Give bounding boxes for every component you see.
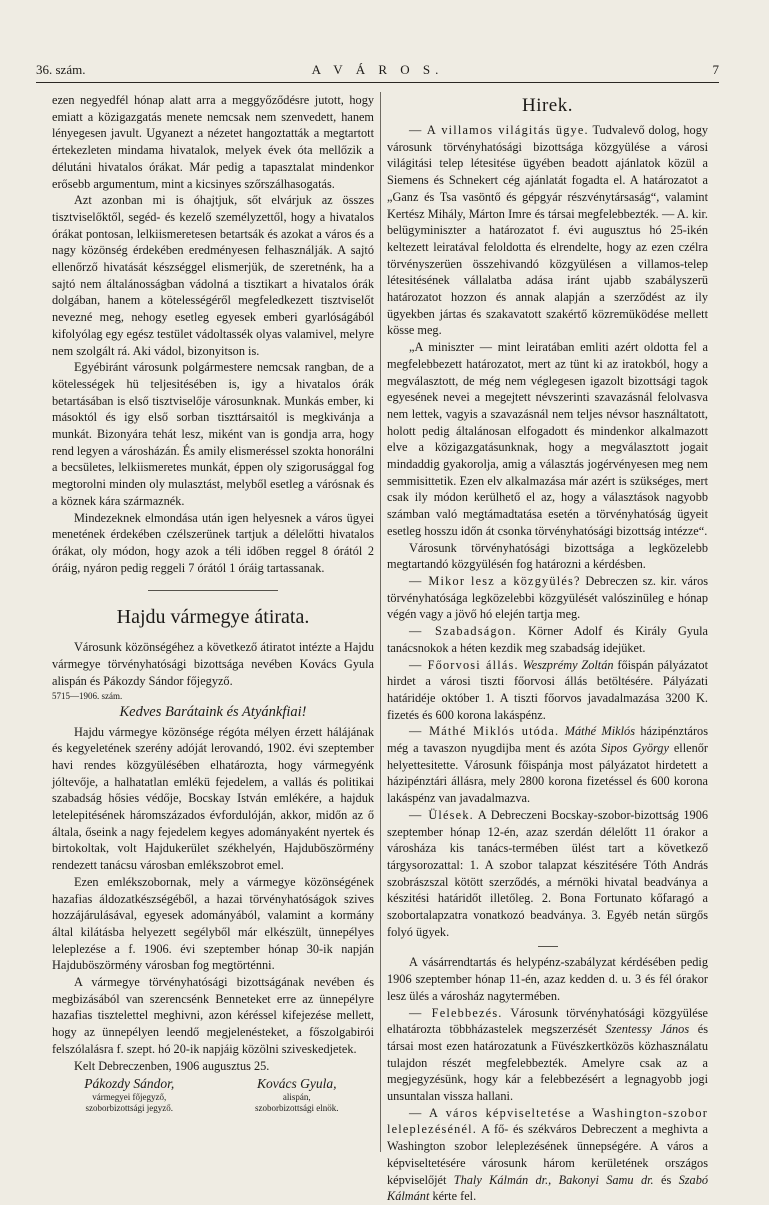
- page-number: 7: [712, 62, 719, 77]
- news-item: [387, 623, 708, 656]
- dateline: Kelt Debreczenben, 1906 augusztus 25.: [74, 1058, 270, 1073]
- news-headline: — A villamos világitás ügye.: [409, 123, 589, 137]
- article-intro: Városunk közönségéhez a következő átiratot intézte a Hajdu vármegye törvényhatósági bizottsága nevében Kovács Gyula alispán és Pákozdy Sándor főjegyző.: [52, 640, 374, 688]
- column-rule: [380, 92, 381, 1152]
- news-item: [387, 1005, 708, 1105]
- news-text: A Debreczeni Bocskay-szobor-bizottság 1906 szeptember hónap 12-én, azaz szerdán délelőtt 11 órakor a városháza kis tanács-termében ülést tart a következő tárgysorozattal: 1. A szobor talapzat készitésére Tóth András szobrászszal kötött szerződés, a mérnöki hivatal beadványa a készitési határidőt illetőleg. 2. Bona Fortunato kőfaragó a szobortalapzatra vonatkozó beadványa. 3. Egyéb netán sürgős folyó ügyek.: [387, 807, 708, 939]
- signatures: [52, 1076, 374, 1114]
- news-text: A vásárrendtartás és helypénz-szabályzat kérdésében pedig 1906 szeptember hónap 11-én, azaz kedden d. u. 3 és fél órakor lesz ülés a városház nagytermében.: [387, 955, 708, 1003]
- news-text: és: [660, 1172, 672, 1187]
- news-headline: — Főorvosi állás.: [409, 657, 519, 672]
- signature-role: alispán,: [282, 1092, 311, 1103]
- person-name: Sipos György: [600, 741, 669, 756]
- signature-role: szoborbizottsági jegyző.: [85, 1103, 174, 1114]
- news-text: Körner Adolf és Király Gyula tanácsnokok a héten kezdik meg szabadság idejüket.: [387, 624, 709, 655]
- paragraph: Mindezeknek elmondása után igen helyesnek a város ügyei menetének érdekében czélszerünek tartjuk a délelőtti hivatalos órákat, oly módon, hogy azok a téli időben reggel 8 órától 2 óráig, nyáron pedig reggeli 7 órától 1 óráig tartassanak.: [52, 510, 374, 575]
- section-divider: [148, 590, 278, 591]
- person-name: Weszprémy Zoltán: [522, 657, 614, 672]
- person-name: Szabó Kálmánt: [387, 1172, 708, 1204]
- paragraph: ezen negyedfél hónap alatt arra a meggyőződésre jutott, hogy emiatt a közigazgatás menete nemcsak nem szenvedett, hanem lényegesen javult. Ugyanezt a nézetet hangoztatták a megtartott értekezleten mindama hivatalok, melyek évek óta mellőzik a délutáni hivatalos órákat. Már pedig a tapasztalat mindenkor erősebb argumentum, mint a kicsinyes szőrszálhasogatás.: [52, 93, 374, 191]
- news-headline: — Szabadságon.: [409, 624, 517, 639]
- newspaper-title: A V Á R O S.: [311, 62, 444, 77]
- article-title: Hajdu vármegye átirata.: [116, 606, 310, 629]
- news-item: [387, 807, 708, 941]
- news-headline: — Felebbezés.: [409, 1005, 503, 1020]
- news-text: kérte fel.: [432, 1189, 477, 1204]
- paragraph: Egyébiránt városunk polgármestere nemcsak rangban, de a kötelességek hü teljesitésében is, igy a hivatalos órák betartásában is első tisztviselője városunknak. Munkás ember, ki másoktól és igy első sorban tiszttársaitól is megkivánja a munkát. Bizonyára tehát lesz, miként van is gondja arra, hogy rend legyen a városházán. És amily elismeréssel szokta honorálni a becsületes, lelkiismeretes munkát, éppen oly szigorusággal fog megtorolni minden oly mulasztást, melyből esetleg a várósnak és a köznek kára származnék.: [52, 360, 375, 508]
- news-text: házipénztáros még a tavaszon nyugdijba ment és azóta: [387, 724, 708, 756]
- signature-name: Pákozdy Sándor,: [84, 1076, 175, 1092]
- right-column: [387, 92, 709, 1204]
- news-item: [387, 122, 708, 339]
- signature-name: Kovács Gyula,: [256, 1076, 337, 1092]
- news-text: Debreczen sz. kir. város törvényhatósága legközelebbi közgyülését valószinüleg e hónap végén vagy a jövő hó elején tartja meg.: [387, 573, 709, 622]
- news-text: Tudvalevő dolog, hogy városunk törvényhatósági bizottsága közgyülése a városi világitási telep létesitése ügyében beadott ajánlatok közül a Siemens és Schnekert cég ajánlatát fogadta el. A határozatot a „Ganz és Tsa vasöntő és gépgyár részvénytársaság“, valamint Kertész Mihály, Márton Imre és társai megfelebbezték. — A. kir. belügyminiszter a határozatot f. évi augusztus hó 25-ikén keltezett leiratával feloldotta és elrendelte, hogy az ezen czélra törvényszerüen összehivandó közgyülésen a villamos-telep létesitésének vállalatba adása iránt ujabb szabályszerü határozatot hozzon és annak alapján a szerződést az ily ügyekben jártas és szakavatott szakértő közremüködése mellett kösse meg.: [387, 123, 709, 338]
- news-text: Városunk törvényhatósági bizottsága a legközelebb megtartandó közgyülésén fog határozni a kérdésben.: [387, 540, 708, 572]
- salutation: Kedves Barátaink és Atyánkfiai!: [119, 703, 307, 720]
- news-quote: „A miniszter — mint leiratában emliti azért oldotta fel a megfelebbezett határozatot, mert az tünt ki az iratokból, hogy a megválasztott, de még nem véglegesen igazolt bizottsági tagok egyesének nevei a megejtett névszerinti szavazásnál felolvasva nem lettek, vagyis a szavazásnál nem teljes névsor használtatott, holott pedig általánosan elfogadott és mindenkor alkalmazott elve a közigazgatásunknak, hogy a megválasztott jogait mindaddig gyakorolja, amig a választás jogérvényesen meg nem semmisittetik. Ezen elv alkalmazása már azért is szükséges, mert csak ily módon kerülhető el az, hogy a választások nagyobb számban való megtámadtatása esetén a törvényhatóság ügyeit esetleg hosszu időn át csonka törvényhatósági bizottság intézze“.: [387, 340, 708, 538]
- signature-role: szoborbizottsági elnök.: [254, 1103, 339, 1114]
- news-text: és társai most ezen határozatunk a Füvészkertközös közhasználatu tulajdon részét megfelebbezték. Amelyre csak az a megjegyzésünk, hogy kár a felebbezésért a legnagyobb jogi unsuntalan vissza hallani.: [387, 1022, 708, 1104]
- paragraph: Ezen emlékszobornak, mely a vármegye közönségének hazafias áldozatkészségéből, a hazai törvényhatóságok szives hozzájárulásával, egyesek adományából, valamint a kormány által kilátásba helyezett segélyből már elkészült, ünnepélyes leleplezése a f. 1906. évi szeptember hónap 30-ik napján Hajduböszörmény városban fog megtörténni.: [52, 874, 374, 973]
- news-item: [387, 657, 708, 724]
- news-headline: — A város képviseltetése a Washington-szobor leleplezésénél.: [387, 1105, 708, 1137]
- person-name: Máthé Miklós: [564, 724, 635, 739]
- paragraph: Azt azonban mi is óhajtjuk, sőt elvárjuk az összes tisztviselőktől, segéd- és kezelő személyzettől, hogy a hivatalos órákat pontosan, lelkiismeretesen betartsák és azokat a város és a nagy közönség érdekében eredményesen felhasználják. A sajtó ellenőrző hivatását készséggel elismerjük, de szeretnénk, ha a sajtó nem általánosságban vádolná a tisztikart a hivatalos órák dolgában, hanem a kötelességéről megfeledkezett tisztviselőt nevezné meg, nehogy esetleg egyesek emberi gyarlóságából kifolyólag egy egész testület vádoltassék olyas valamivel, melyre nem szolgált rá. Aki vádol, bizonyitson is.: [52, 193, 374, 358]
- news-text: Városunk törvényhatósági közgyülése elhatározta többházastelek megszerzését: [387, 1005, 708, 1037]
- news-item: [387, 723, 708, 807]
- news-headline: — Mikor lesz a közgyülés?: [409, 573, 581, 588]
- news-text: A fő- és székváros Debreczent a meghivta a Washington szobor leleplezésének ünnepségére. A város a képviseltetésére városunk három kerületének országos képviselőjét: [387, 1122, 708, 1187]
- section-title: Hirek.: [521, 95, 573, 116]
- news-text: főispán pályázatot hirdet a városi tiszti főorvosi állás betöltésére. Pályázati határidéje október 1. A tiszti főorvos javadalmazása 3200 K. fizetés és 600 korona lakáspénz.: [387, 657, 708, 722]
- person-name: Thaly Kálmán dr., Bakonyi Samu dr.: [453, 1172, 654, 1187]
- news-headline: — Máthé Miklós utóda.: [409, 724, 560, 739]
- signature-block: [219, 1076, 374, 1114]
- news-text: ellenőr helyettesitette. Városunk főispánja most pályázatot hirdetett a házipénztári állásra, mely 2800 korona fizetéssel és 600 korona lakáspénz van javadalmazva.: [387, 741, 708, 806]
- news-headline: — Ülések.: [409, 807, 474, 822]
- person-name: Szentessy János: [605, 1022, 690, 1037]
- signature-role: vármegyei főjegyző,: [92, 1092, 167, 1103]
- left-column: [52, 92, 374, 1142]
- paragraph: Hajdu vármegye közönsége régóta mélyen érzett hálájának és kegyeletének szerény adóját lerovandó, 1902. évi szeptember havi rendes közgyülésében elhatározta, hogy vármegyénk jóltevője, a halhatatlan emlékü fejedelem, a vallás és politikai szabadság hősies védője, Bocskay István emlékére, a hajduk letelepitésének háromszázados évfordulóján, akkor, midőn az ő általa, őseink a nagy fejedelem kegyes adományaként nyertek és birtokoltak, volt Hajdukerület székhelyén, Hajduböszörmény rendezett tanácsu városban emlékszobrot emel.: [52, 724, 374, 873]
- page-header: [36, 60, 719, 83]
- signature-block: [52, 1076, 207, 1114]
- issue-number: 36. szám.: [36, 62, 86, 77]
- news-item: [387, 1105, 708, 1205]
- paragraph: A vármegye törvényhatósági bizottságának nevében és megbizásából van szerencsénk Benneteket erre az ünnepélyre hazafias tisztelettel meghivni, azon kéréssel kifejezése mellett, hogy az ünnepélyen leendő megjelenésteket, a főszolgabirói felszólalásra f. szept. hó 20-ik napjáig közölni sziveskedjetek.: [52, 975, 374, 1056]
- reference-number: 5715—1906. szám.: [52, 690, 123, 701]
- news-item: [387, 573, 708, 623]
- item-divider: [538, 946, 558, 947]
